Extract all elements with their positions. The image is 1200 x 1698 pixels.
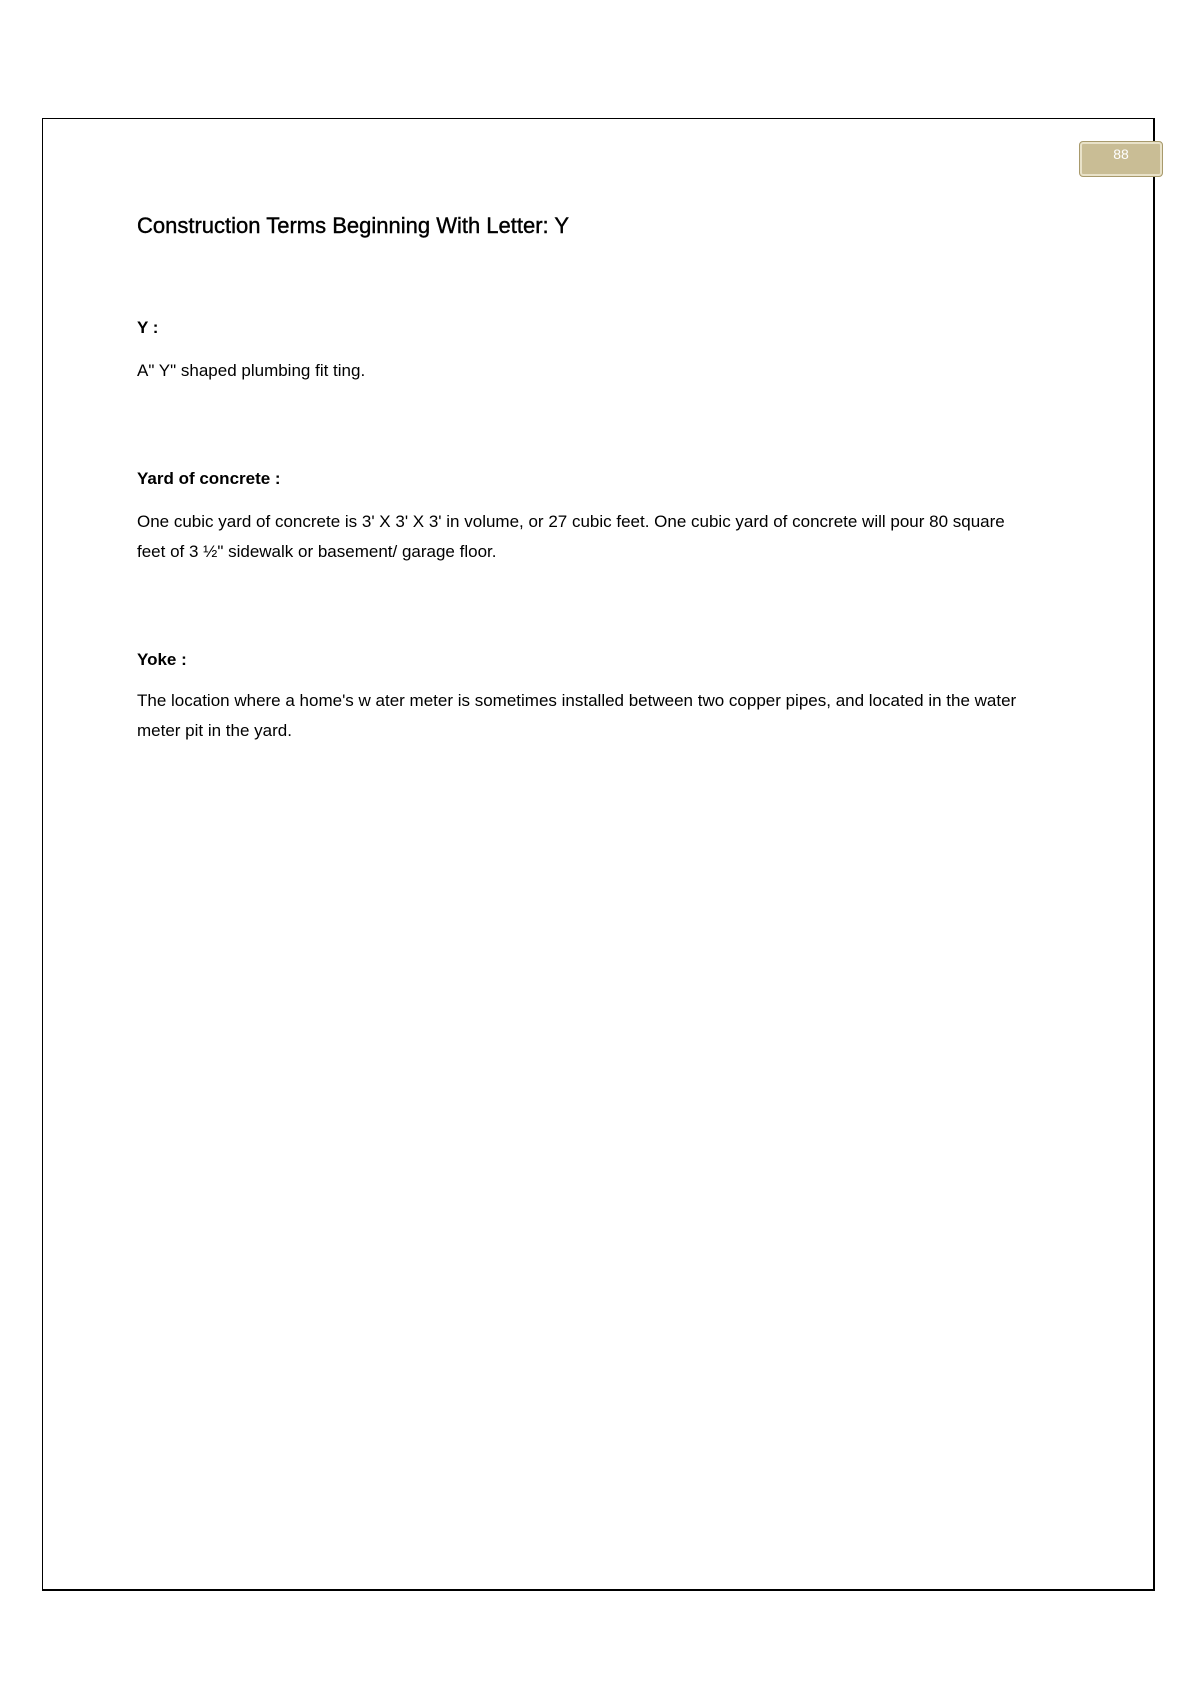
page-number-badge (1079, 141, 1163, 177)
term-entry-yard-of-concrete (137, 467, 1017, 561)
document-content (137, 210, 1017, 740)
page-number: 88 (1113, 146, 1129, 162)
term-entry-yoke (137, 648, 1017, 740)
term-definition: A" Y" shaped plumbing fit ting. (137, 361, 366, 380)
term-entry-y (137, 316, 1017, 380)
term-name: Yard of concrete : (137, 469, 281, 488)
term-name: Yoke : (137, 650, 187, 669)
page-title: Construction Terms Beginning With Letter: Y (137, 213, 570, 238)
term-definition: One cubic yard of concrete is 3' X 3' X 3' in volume, or 27 cubic feet. One cubic yard of concrete will pour 80 square feet of 3 ½" sidewalk or basement/ garage floor. (137, 512, 1005, 561)
term-name: Y : (137, 318, 159, 337)
term-definition: The location where a home's w ater meter is sometimes installed between two copper pipes, and located in the water meter pit in the yard. (137, 691, 1017, 740)
